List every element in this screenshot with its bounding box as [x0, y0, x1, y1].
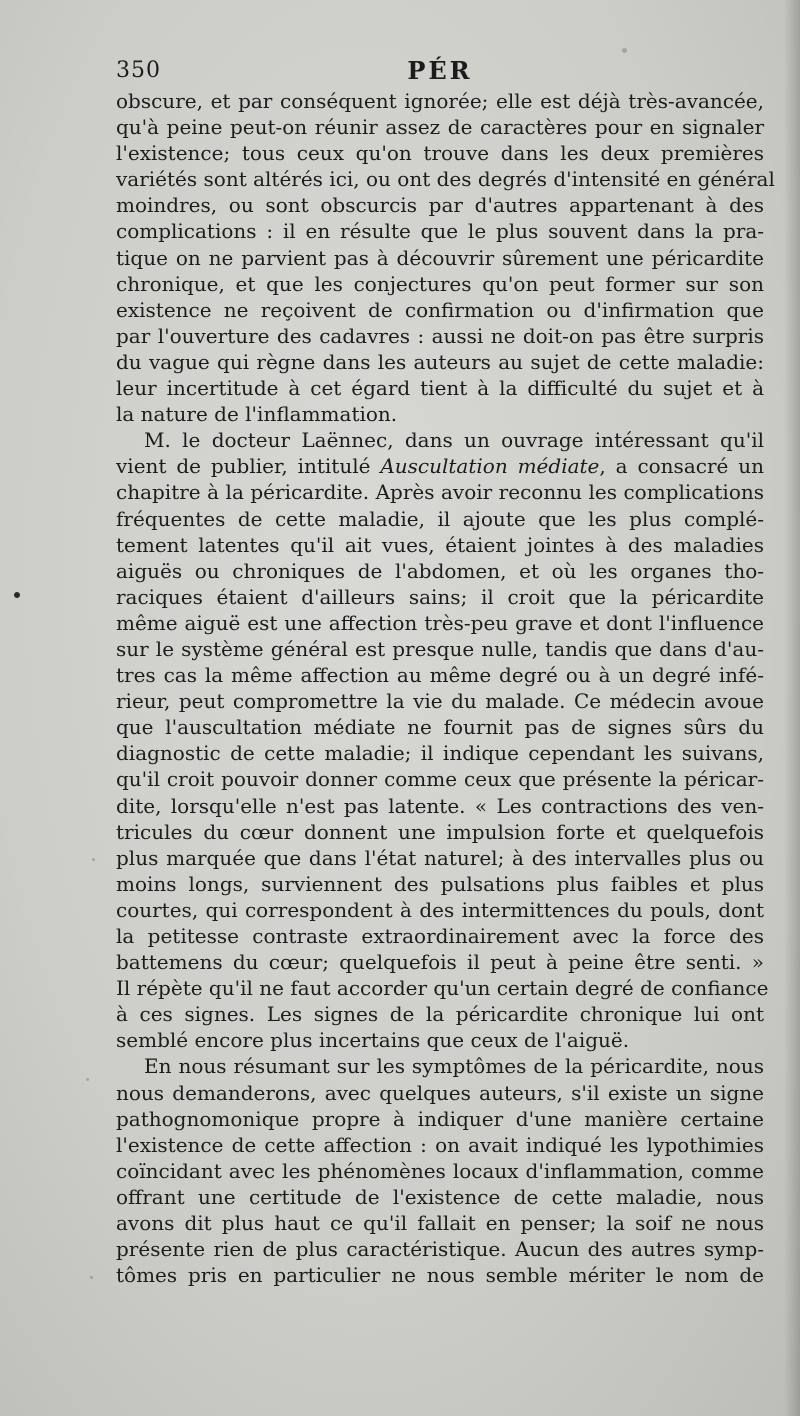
- text-line: courtes, qui correspondent à des intermittences du pouls, dont: [116, 897, 764, 922]
- page-number: 350: [116, 58, 161, 83]
- paper-speck: [86, 1078, 89, 1081]
- running-head: PÉR: [407, 56, 473, 85]
- text-line: moindres, ou sont obscurcis par d'autres appartenant à des: [116, 193, 764, 218]
- paragraph-end-line: semblé encore plus incertains que ceux de l'aiguë.: [116, 1028, 630, 1053]
- text-line: par l'ouverture des cadavres : aussi ne doit-on pas être surpris: [116, 323, 764, 348]
- text-line: fréquentes de cette maladie, il ajoute que les plus complé-: [116, 506, 764, 531]
- paragraph-end-line: la nature de l'inflammation.: [116, 402, 398, 427]
- text-line: à ces signes. Les signes de la péricardite chronique lui ont: [116, 1002, 764, 1027]
- paragraph-start-line: En nous résumant sur les symptômes de la péricardite, nous: [144, 1054, 764, 1079]
- paper-speck: [622, 48, 627, 53]
- paper-speck: [90, 1276, 93, 1279]
- text-line: obscure, et par conséquent ignorée; elle est déjà très-avancée,: [116, 89, 764, 113]
- paragraph-start-line: M. le docteur Laënnec, dans un ouvrage intéressant qu'il: [144, 428, 764, 453]
- text-line: tique on ne parvient pas à découvrir sûrement une péricardite: [116, 245, 764, 270]
- text-line: même aiguë est une affection très-peu grave et dont l'influence: [116, 610, 764, 635]
- text-line: dite, lorsqu'elle n'est pas latente. « Les contractions des ven-: [116, 793, 764, 818]
- text-segment: vient de publier, intitulé: [116, 454, 371, 479]
- text-line: la petitesse contraste extraordinairement avec la force des: [116, 924, 764, 948]
- text-line: variétés sont altérés ici, ou ont des degrés d'intensité en général: [116, 167, 775, 192]
- text-line: nous demanderons, avec quelques auteurs, s'il existe un signe: [116, 1080, 764, 1105]
- text-line: l'existence de cette affection : on avait indiqué les lypothimies: [116, 1132, 764, 1157]
- text-line: chapitre à la péricardite. Après avoir reconnu les complications: [116, 480, 764, 505]
- text-line: existence ne reçoivent de confirmation ou d'infirmation que: [116, 297, 764, 322]
- text-line: pathognomonique propre à indiquer d'une manière certaine: [116, 1106, 764, 1131]
- text-line: présente rien de plus caractéristique. Aucun des autres symp-: [116, 1237, 764, 1262]
- text-line: avons dit plus haut ce qu'il fallait en penser; la soif ne nous: [116, 1211, 764, 1236]
- text-line-with-title: [116, 453, 764, 479]
- text-line: leur incertitude à cet égard tient à la difficulté du sujet et à: [116, 376, 764, 401]
- text-line: tement latentes qu'il ait vues, étaient jointes à des maladies: [116, 532, 764, 557]
- text-line: diagnostic de cette maladie; il indique cependant les suivans,: [116, 741, 764, 766]
- text-line: battemens du cœur; quelquefois il peut à peine être senti. »: [116, 950, 764, 975]
- paper-speck: [92, 858, 95, 861]
- text-line: coïncidant avec les phénomènes locaux d'inflammation, comme: [116, 1158, 764, 1183]
- text-segment: , a consacré un: [599, 454, 764, 479]
- page-header: [116, 56, 764, 88]
- text-line: qu'il croit pouvoir donner comme ceux que présente la péricar-: [116, 767, 764, 792]
- text-line: rieur, peut compromettre la vie du malade. Ce médecin avoue: [116, 689, 764, 714]
- book-title: Auscultation médiate: [380, 454, 600, 479]
- text-line: du vague qui règne dans les auteurs au sujet de cette maladie:: [116, 349, 764, 374]
- text-line: tres cas la même affection au même degré ou à un degré infé-: [116, 663, 764, 688]
- text-line: moins longs, surviennent des pulsations plus faibles et plus: [116, 871, 764, 896]
- margin-mark: [14, 592, 20, 598]
- text-line: offrant une certitude de l'existence de cette maladie, nous: [116, 1184, 764, 1209]
- text-line: raciques étaient d'ailleurs sains; il croit que la péricardite: [116, 584, 764, 609]
- text-line: Il répète qu'il ne faut accorder qu'un certain degré de confiance: [116, 976, 769, 1001]
- text-line: tômes pris en particulier ne nous semble mériter le nom de: [116, 1263, 764, 1288]
- text-line: qu'à peine peut-on réunir assez de caractères pour en signaler: [116, 115, 764, 140]
- text-line: plus marquée que dans l'état naturel; à des intervalles plus ou: [116, 845, 764, 870]
- text-line: aiguës ou chroniques de l'abdomen, et où les organes tho-: [116, 558, 764, 583]
- text-line: sur le système général est presque nulle, tandis que dans d'au-: [116, 636, 764, 661]
- text-line: chronique, et que les conjectures qu'on peut former sur son: [116, 271, 764, 296]
- body-text: [116, 88, 775, 1288]
- page-edge-shadow: [784, 0, 800, 1416]
- text-line: que l'auscultation médiate ne fournit pas de signes sûrs du: [116, 715, 764, 740]
- text-line: l'existence; tous ceux qu'on trouve dans les deux premières: [116, 141, 764, 166]
- text-line: complications : il en résulte que le plus souvent dans la pra-: [116, 219, 764, 244]
- text-line: tricules du cœur donnent une impulsion forte et quelquefois: [116, 819, 764, 844]
